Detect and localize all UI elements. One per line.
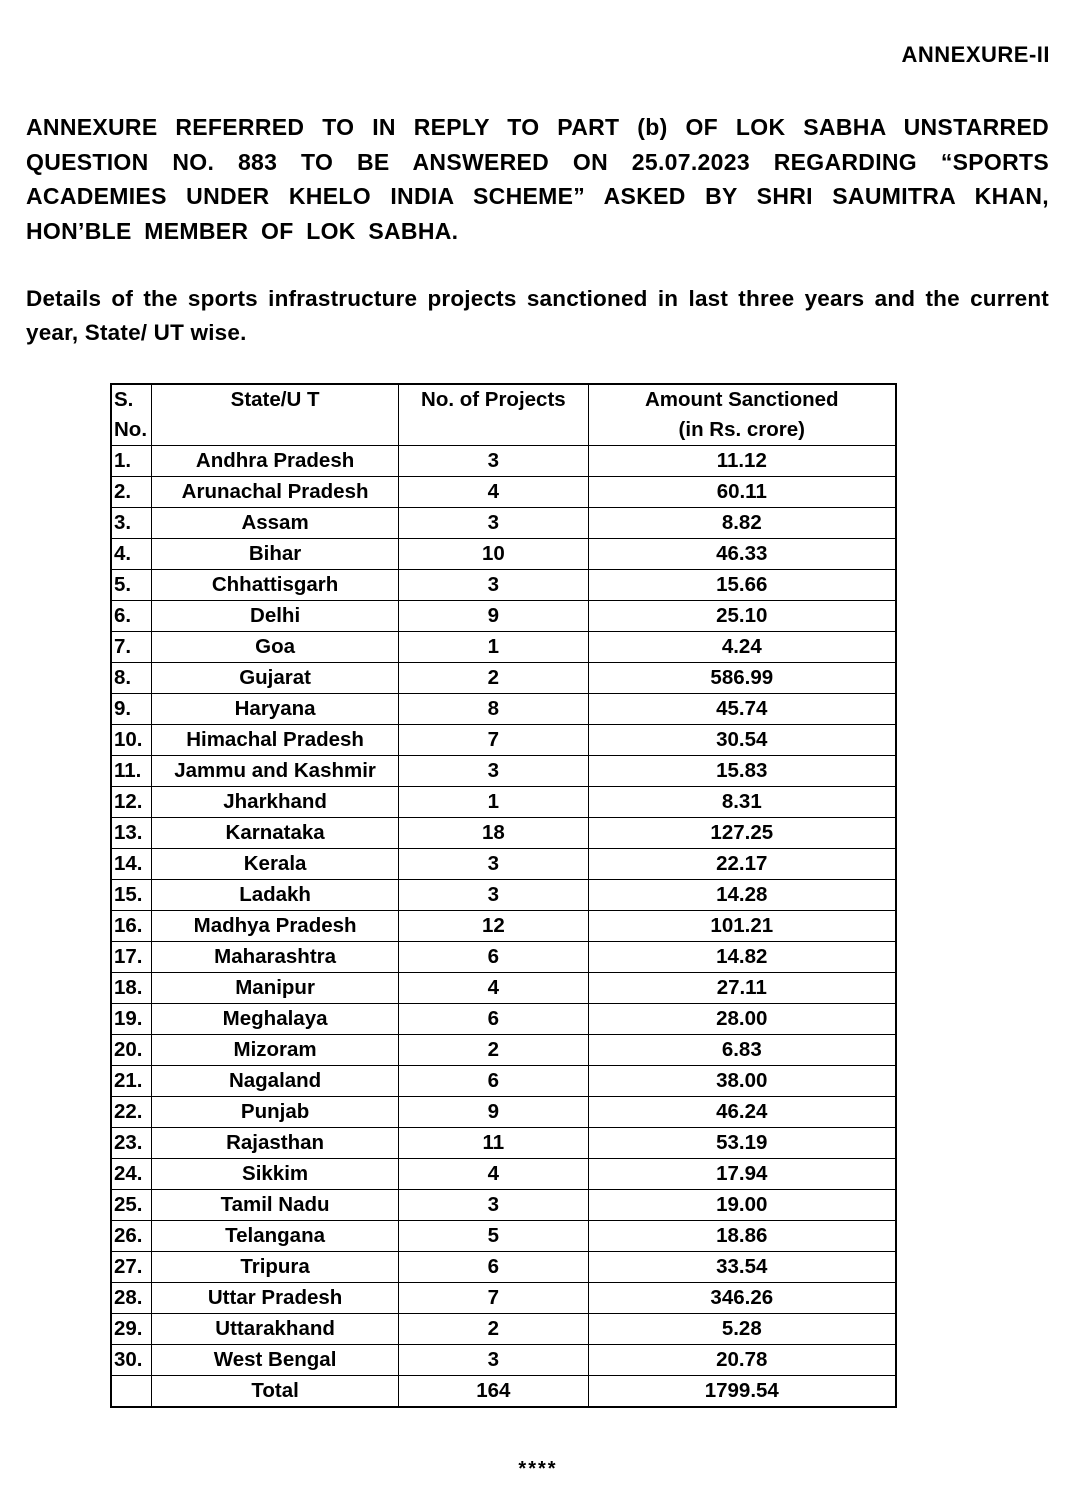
- row-state-name: Jharkhand: [152, 787, 399, 818]
- row-amount-sanctioned: 20.78: [588, 1345, 896, 1376]
- row-state-name: Delhi: [152, 601, 399, 632]
- header-projects: No. of Projects: [399, 384, 588, 446]
- row-amount-sanctioned: 46.24: [588, 1097, 896, 1128]
- end-of-document-mark: ****: [518, 1458, 558, 1480]
- row-amount-sanctioned: 46.33: [588, 539, 896, 570]
- row-amount-sanctioned: 22.17: [588, 849, 896, 880]
- row-amount-sanctioned: 15.83: [588, 756, 896, 787]
- row-project-count: 3: [399, 756, 588, 787]
- table-row: [111, 911, 896, 942]
- table-row: [111, 818, 896, 849]
- row-project-count: 3: [399, 508, 588, 539]
- row-serial-number: 11.: [111, 756, 152, 787]
- row-state-name: Kerala: [152, 849, 399, 880]
- row-state-name: Tamil Nadu: [152, 1190, 399, 1221]
- row-amount-sanctioned: 45.74: [588, 694, 896, 725]
- row-project-count: 2: [399, 663, 588, 694]
- row-serial-number: 10.: [111, 725, 152, 756]
- row-project-count: 7: [399, 1283, 588, 1314]
- row-serial-number: 21.: [111, 1066, 152, 1097]
- row-serial-number: 18.: [111, 973, 152, 1004]
- table-header-row: [111, 384, 896, 446]
- row-amount-sanctioned: 30.54: [588, 725, 896, 756]
- row-serial-number: 5.: [111, 570, 152, 601]
- row-serial-number: 23.: [111, 1128, 152, 1159]
- row-state-name: Goa: [152, 632, 399, 663]
- row-state-name: Andhra Pradesh: [152, 446, 399, 477]
- row-serial-number: 13.: [111, 818, 152, 849]
- row-serial-number: 16.: [111, 911, 152, 942]
- row-project-count: 11: [399, 1128, 588, 1159]
- row-serial-number: 26.: [111, 1221, 152, 1252]
- row-project-count: 3: [399, 880, 588, 911]
- row-project-count: 3: [399, 849, 588, 880]
- row-amount-sanctioned: 15.66: [588, 570, 896, 601]
- row-serial-number: 15.: [111, 880, 152, 911]
- document-heading: ANNEXURE REFERRED TO IN REPLY TO PART (b) OF LOK SABHA UNSTARRED QUESTION NO. 883 TO BE ANSWERED ON 25.07.2023 REGARDING “SPORTS ACADEMIES UNDER KHELO INDIA SCHEME” ASKED BY SHRI SAUMITRA KHAN, HON’BLE MEMBER OF LOK SABHA.: [26, 114, 1049, 244]
- row-state-name: Gujarat: [152, 663, 399, 694]
- table-row: [111, 1252, 896, 1283]
- row-amount-sanctioned: 127.25: [588, 818, 896, 849]
- table-row: [111, 539, 896, 570]
- row-project-count: 3: [399, 570, 588, 601]
- table-total-row: [111, 1376, 896, 1408]
- table-row: [111, 1221, 896, 1252]
- total-amount: 1799.54: [588, 1376, 896, 1408]
- table-row: [111, 1128, 896, 1159]
- row-amount-sanctioned: 4.24: [588, 632, 896, 663]
- table-row: [111, 849, 896, 880]
- table-row: [111, 1345, 896, 1376]
- table-row: [111, 1190, 896, 1221]
- row-amount-sanctioned: 8.31: [588, 787, 896, 818]
- table-row: [111, 663, 896, 694]
- row-state-name: Punjab: [152, 1097, 399, 1128]
- table-body: [111, 446, 896, 1376]
- row-serial-number: 1.: [111, 446, 152, 477]
- row-amount-sanctioned: 60.11: [588, 477, 896, 508]
- row-serial-number: 2.: [111, 477, 152, 508]
- table-row: [111, 1097, 896, 1128]
- table-row: [111, 1035, 896, 1066]
- row-state-name: Uttarakhand: [152, 1314, 399, 1345]
- table-row: [111, 1314, 896, 1345]
- row-project-count: 3: [399, 446, 588, 477]
- header-amount: [588, 384, 896, 446]
- table-row: [111, 694, 896, 725]
- row-state-name: Haryana: [152, 694, 399, 725]
- row-amount-sanctioned: 346.26: [588, 1283, 896, 1314]
- header-serial-line2: No.: [114, 418, 148, 441]
- row-state-name: Nagaland: [152, 1066, 399, 1097]
- row-project-count: 4: [399, 477, 588, 508]
- row-project-count: 3: [399, 1345, 588, 1376]
- row-serial-number: 14.: [111, 849, 152, 880]
- table-intro-text: Details of the sports infrastructure projects sanctioned in last three years and the current year, State/ UT wise.: [26, 286, 1049, 345]
- row-serial-number: 17.: [111, 942, 152, 973]
- row-amount-sanctioned: 27.11: [588, 973, 896, 1004]
- row-amount-sanctioned: 6.83: [588, 1035, 896, 1066]
- table-row: [111, 756, 896, 787]
- row-project-count: 2: [399, 1314, 588, 1345]
- header-serial-number: [111, 384, 152, 446]
- table-row: [111, 446, 896, 477]
- row-state-name: Bihar: [152, 539, 399, 570]
- row-serial-number: 7.: [111, 632, 152, 663]
- row-amount-sanctioned: 17.94: [588, 1159, 896, 1190]
- row-serial-number: 20.: [111, 1035, 152, 1066]
- table-row: [111, 508, 896, 539]
- table-row: [111, 477, 896, 508]
- row-project-count: 10: [399, 539, 588, 570]
- row-project-count: 1: [399, 632, 588, 663]
- row-serial-number: 19.: [111, 1004, 152, 1035]
- row-state-name: Telangana: [152, 1221, 399, 1252]
- row-serial-number: 9.: [111, 694, 152, 725]
- row-project-count: 4: [399, 973, 588, 1004]
- row-serial-number: 6.: [111, 601, 152, 632]
- row-project-count: 6: [399, 1066, 588, 1097]
- row-project-count: 9: [399, 1097, 588, 1128]
- row-project-count: 6: [399, 1252, 588, 1283]
- row-state-name: West Bengal: [152, 1345, 399, 1376]
- row-amount-sanctioned: 28.00: [588, 1004, 896, 1035]
- row-amount-sanctioned: 53.19: [588, 1128, 896, 1159]
- header-amount-line1: Amount Sanctioned: [644, 388, 839, 411]
- table-row: [111, 601, 896, 632]
- row-project-count: 3: [399, 1190, 588, 1221]
- header-amount-line2: (in Rs. crore): [678, 418, 805, 441]
- table-row: [111, 1159, 896, 1190]
- table-row: [111, 787, 896, 818]
- row-serial-number: 24.: [111, 1159, 152, 1190]
- row-serial-number: 22.: [111, 1097, 152, 1128]
- row-serial-number: 4.: [111, 539, 152, 570]
- header-serial-line1: S.: [114, 388, 134, 411]
- row-project-count: 12: [399, 911, 588, 942]
- row-state-name: Meghalaya: [152, 1004, 399, 1035]
- row-amount-sanctioned: 5.28: [588, 1314, 896, 1345]
- row-state-name: Madhya Pradesh: [152, 911, 399, 942]
- row-project-count: 5: [399, 1221, 588, 1252]
- row-project-count: 8: [399, 694, 588, 725]
- table-row: [111, 880, 896, 911]
- row-amount-sanctioned: 19.00: [588, 1190, 896, 1221]
- row-amount-sanctioned: 14.28: [588, 880, 896, 911]
- header-state: State/U T: [152, 384, 399, 446]
- row-state-name: Sikkim: [152, 1159, 399, 1190]
- row-project-count: 18: [399, 818, 588, 849]
- row-state-name: Manipur: [152, 973, 399, 1004]
- row-project-count: 4: [399, 1159, 588, 1190]
- row-serial-number: 28.: [111, 1283, 152, 1314]
- row-serial-number: 29.: [111, 1314, 152, 1345]
- row-serial-number: 25.: [111, 1190, 152, 1221]
- total-projects: 164: [399, 1376, 588, 1408]
- table-row: [111, 632, 896, 663]
- row-amount-sanctioned: 586.99: [588, 663, 896, 694]
- table-row: [111, 570, 896, 601]
- table-row: [111, 942, 896, 973]
- row-state-name: Jammu and Kashmir: [152, 756, 399, 787]
- row-amount-sanctioned: 8.82: [588, 508, 896, 539]
- row-amount-sanctioned: 14.82: [588, 942, 896, 973]
- row-project-count: 1: [399, 787, 588, 818]
- row-state-name: Himachal Pradesh: [152, 725, 399, 756]
- row-state-name: Maharashtra: [152, 942, 399, 973]
- row-project-count: 7: [399, 725, 588, 756]
- table-row: [111, 973, 896, 1004]
- row-project-count: 9: [399, 601, 588, 632]
- row-serial-number: 12.: [111, 787, 152, 818]
- row-amount-sanctioned: 25.10: [588, 601, 896, 632]
- row-amount-sanctioned: 11.12: [588, 446, 896, 477]
- row-state-name: Mizoram: [152, 1035, 399, 1066]
- total-label: Total: [152, 1376, 399, 1408]
- row-state-name: Uttar Pradesh: [152, 1283, 399, 1314]
- total-serial-cell: [111, 1376, 152, 1408]
- table-row: [111, 1283, 896, 1314]
- row-project-count: 6: [399, 1004, 588, 1035]
- table-row: [111, 1004, 896, 1035]
- row-amount-sanctioned: 38.00: [588, 1066, 896, 1097]
- row-project-count: 2: [399, 1035, 588, 1066]
- row-serial-number: 27.: [111, 1252, 152, 1283]
- row-serial-number: 30.: [111, 1345, 152, 1376]
- row-state-name: Karnataka: [152, 818, 399, 849]
- row-state-name: Arunachal Pradesh: [152, 477, 399, 508]
- row-state-name: Rajasthan: [152, 1128, 399, 1159]
- row-amount-sanctioned: 18.86: [588, 1221, 896, 1252]
- row-state-name: Assam: [152, 508, 399, 539]
- row-serial-number: 8.: [111, 663, 152, 694]
- table-row: [111, 1066, 896, 1097]
- row-amount-sanctioned: 33.54: [588, 1252, 896, 1283]
- row-state-name: Ladakh: [152, 880, 399, 911]
- row-project-count: 6: [399, 942, 588, 973]
- sports-projects-table: [110, 383, 897, 1408]
- row-serial-number: 3.: [111, 508, 152, 539]
- row-state-name: Tripura: [152, 1252, 399, 1283]
- row-state-name: Chhattisgarh: [152, 570, 399, 601]
- row-amount-sanctioned: 101.21: [588, 911, 896, 942]
- annexure-label: ANNEXURE-II: [901, 42, 1050, 67]
- table-row: [111, 725, 896, 756]
